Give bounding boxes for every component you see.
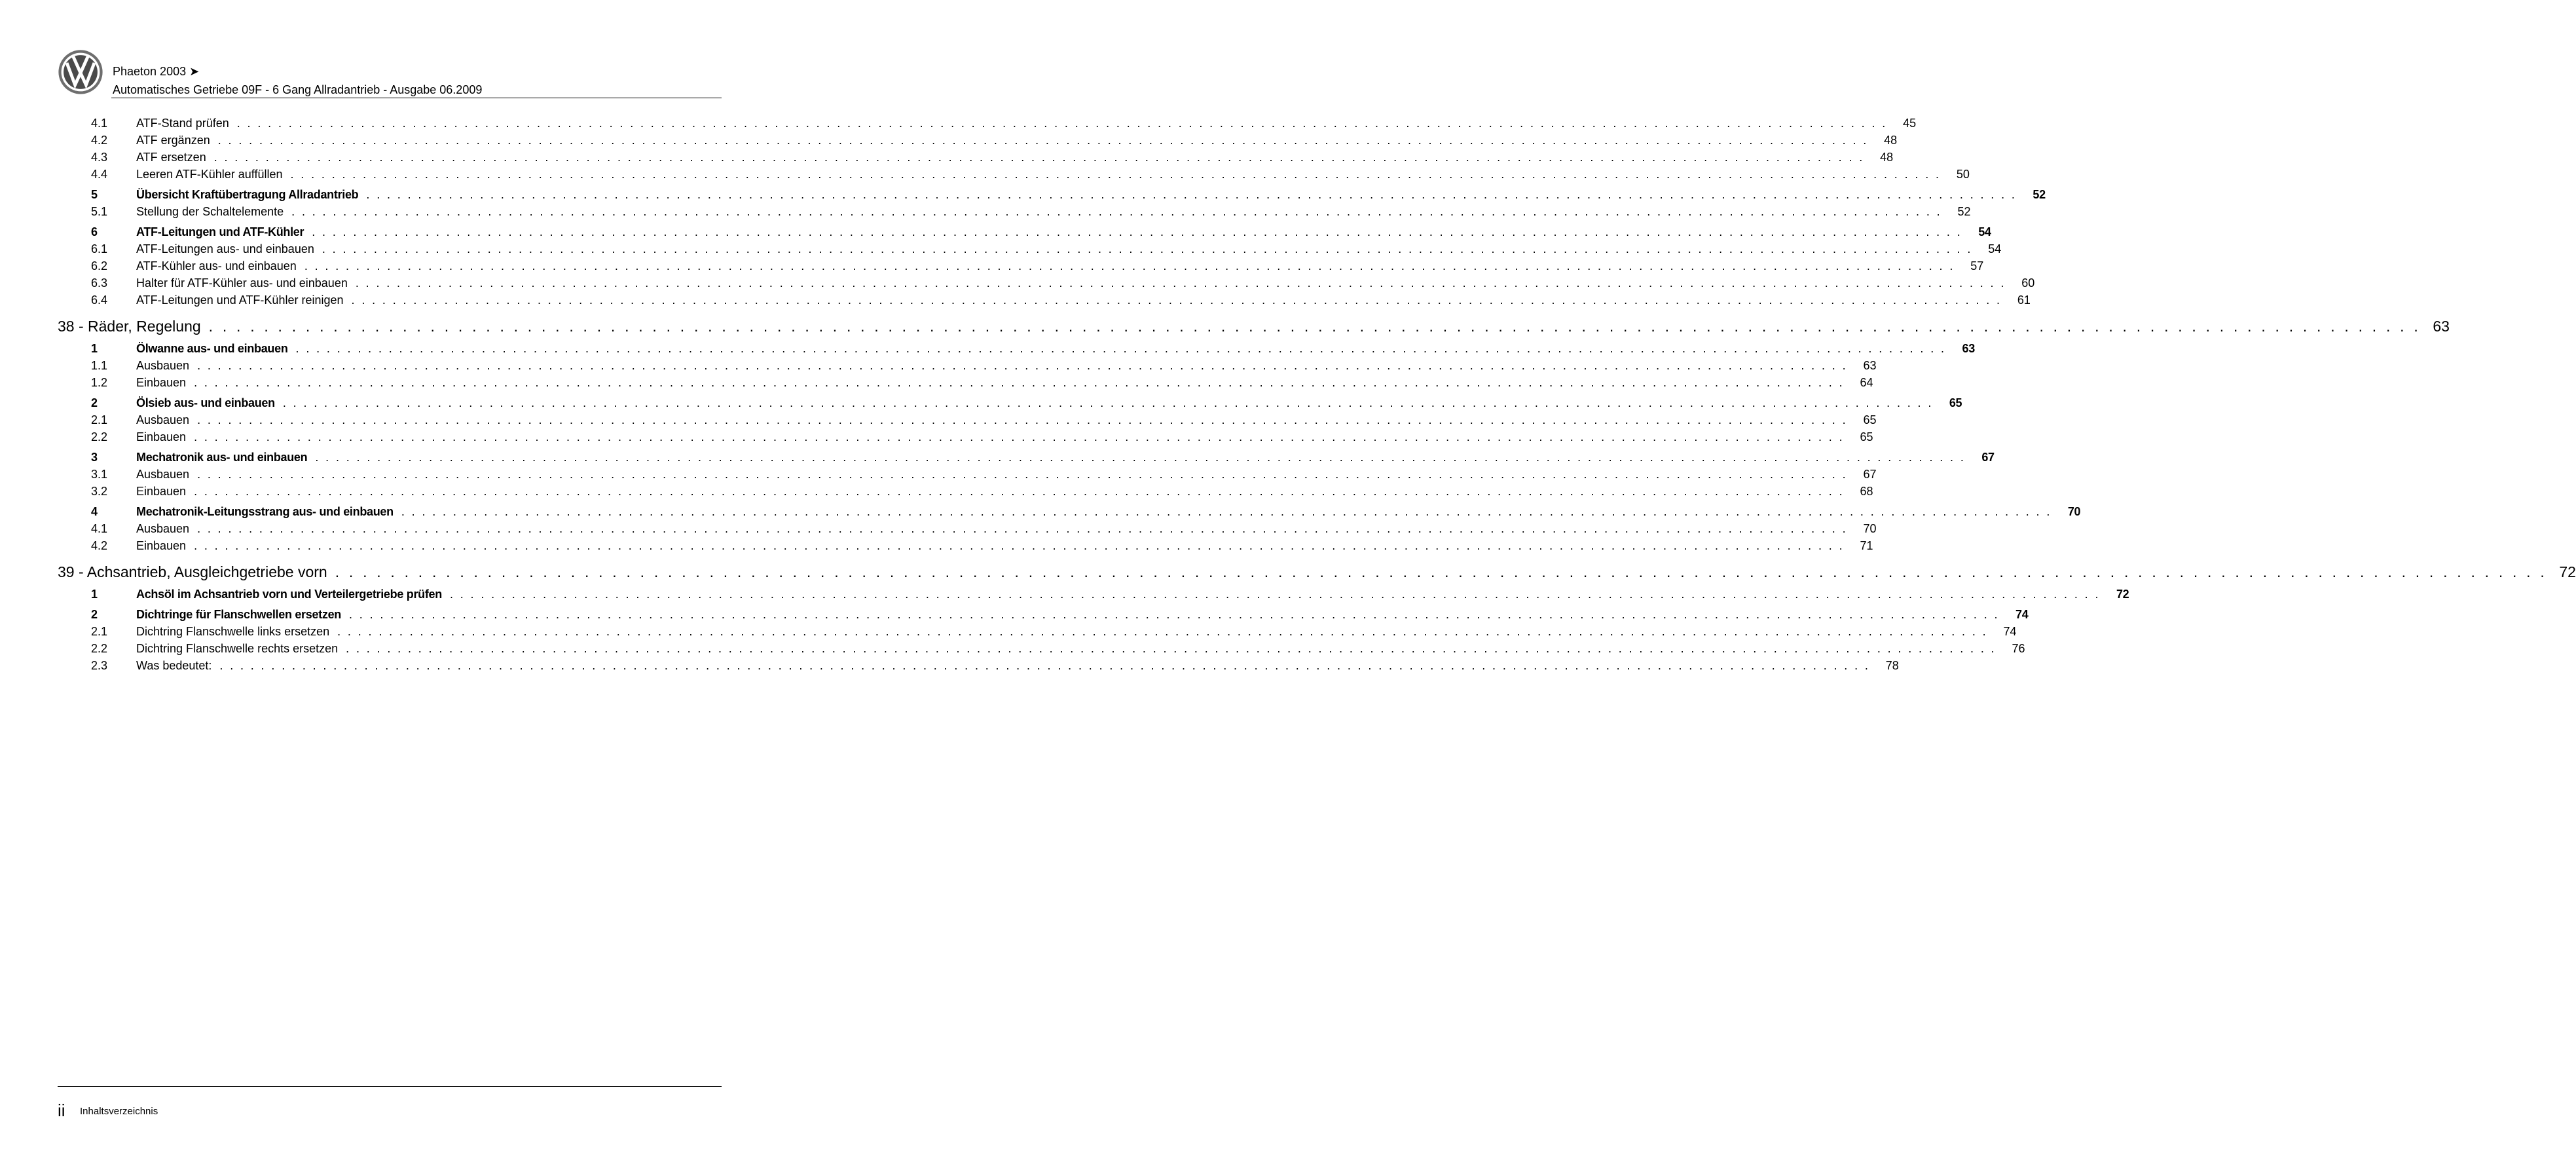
toc-subsection-entry[interactable] (91, 115, 1917, 131)
toc-entry-page: 50 (1956, 168, 1970, 181)
toc-entry-page: 52 (1957, 205, 1971, 218)
toc-entry-number: 1.1 (91, 359, 108, 372)
toc-entry-page: 45 (1903, 117, 1917, 130)
toc-entry-title: Ausbauen (136, 359, 190, 372)
toc-section-entry[interactable] (91, 504, 2081, 519)
toc-chapter-entry[interactable] (58, 562, 2576, 582)
toc-dot-leader: . . . . . . . . . . . . . . . . . . . . . . . . . . . . . . . . . . . . . . . . . . . . . . . . . . . . . . . . . . . . . . . . . . . . . . . . . . . . . . . . . . . . . . . . . . . . . . . . . . . . . . . . . . . . . . . . . . . . . . . . . . . . . . . . . . . . . . . . . . . . . . . . . . . . . . . . . . . . . . . . (291, 205, 1942, 218)
toc-entry-number: 2.3 (91, 659, 108, 672)
toc-dot-leader: . . . . . . . . . . . . . . . . . . . . . . . . . . . . . . . . . . . . . . . . . . . . . . . . . . . . . . . . . . . . . . . . . . . . . . . . . . . . . . . . . . . . . . . . . . . . . . . . . . . . . . . . . . . . . . . . . . . . . . . . . . . . . . . . . . . . . . . . . . . . . . . . . . . . . . . . . . . . . . . . (197, 413, 1848, 426)
toc-subsection-entry[interactable] (91, 412, 1877, 428)
toc-section-entry[interactable] (91, 224, 1991, 240)
toc-dot-leader: . . . . . . . . . . . . . . . . . . . . . . . . . . . . . . . . . . . . . . . . . . . . . . . . . . . . . . . . . . . . . . . . . . . . . . . . . . . . . . . . . . . . . . . . . . . . . . . . . . . . . . . . . . . . . . . . . . . . . . . . . . . . . . . . . . . . . . . . . . . . . . . . . . . . . . . . . . . . . . . . (236, 117, 1888, 130)
toc-entry-title: Leeren ATF-Kühler auffüllen (136, 168, 283, 181)
toc-entry-page: 67 (1863, 468, 1877, 481)
toc-entry-page: 65 (1860, 430, 1873, 443)
toc-dot-leader: . . . . . . . . . . . . . . . . . . . . . . . . . . . . . . . . . . . . . . . . . . . . . . . . . . . . . . . . . . . . . . . . . . . . . . . . . . . . . . . . . . . . . . . . . . . . . . . . . . . . . . . . . . . . . . . . . . . . . . . . . . . . . . . . . . . . . . . . . . . . . . . . . . . . . . . . . . . . . . . . (312, 225, 1962, 238)
toc-dot-leader: . . . . . . . . . . . . . . . . . . . . . . . . . . . . . . . . . . . . . . . . . . . . . . . . . . . . . . . . . . . . . . . . . . . . . . . . . . . . . . . . . . . . . . . . . . . . . . . . . . . . . . . . . . . . . . . . . . . . . . . . . . . . . . . . . . . . . . . . . . . . . . . . . . . . . . . . . . . . . . . . (290, 168, 1941, 181)
toc-entry-title: ATF-Stand prüfen (136, 117, 229, 130)
toc-entry-page: 74 (2015, 608, 2029, 621)
toc-entry-number: 4.2 (91, 134, 108, 147)
toc-section-entry[interactable] (91, 395, 1962, 411)
toc-dot-leader: . . . . . . . . . . . . . . . . . . . . . . . . . . . . . . . . . . . . . . . . . . . . . . . . . . . . . . . . . . . . . . . . . . . . . . . . . . . . . . . . . . . . . . . . . . . . . . . . . . . . . . . . . . . . . . . . . . . . . . . . . . . . . . . . . . . . . . . . . . . . . . . . . . . . . . . . . . . . . . . . (401, 505, 2052, 518)
toc-dot-leader: . . . . . . . . . . . . . . . . . . . . . . . . . . . . . . . . . . . . . . . . . . . . . . . . . . . . . . . . . . . . . . . . . . . . . . . . . . . . . . . . . . . . . . . . . . . . . . . . . . . . . . . . . . . . . . . . . . . . . . . . . . . . . . . . . . . . . . . . . . . . . . . . . . . . . . . . . . . . . . . . (194, 430, 1845, 443)
toc-dot-leader: . . . . . . . . . . . . . . . . . . . . . . . . . . . . . . . . . . . . . . . . . . . . . . . . . . . . . . . . . . . . . . . . . . . . . . . . . . . . . . . . . . . . . . . . . . . . . . . . . . . . . . . . . . . . . . . . . . . . . . . . . . . . . . . . . . . . . . . . . . . . . . . . . . . . . . . . . . . . . . . . (217, 134, 1869, 147)
toc-entry-number: 3.1 (91, 468, 108, 481)
toc-subsection-entry[interactable] (91, 483, 1873, 499)
toc-entry-title: Einbauen (136, 485, 187, 498)
toc-entry-title: Dichtring Flanschwelle rechts ersetzen (136, 642, 339, 655)
toc-entry-title: Ausbauen (136, 468, 190, 481)
toc-entry-title: Einbauen (136, 430, 187, 443)
toc-entry-title: Einbauen (136, 539, 187, 552)
toc-entry-number: 4.2 (91, 539, 108, 552)
toc-subsection-entry[interactable] (91, 375, 1873, 390)
toc-entry-number: 3.2 (91, 485, 108, 498)
toc-entry-number: 4 (91, 505, 98, 518)
toc-entry-title: Was bedeutet: (136, 659, 212, 672)
toc-entry-page: 67 (1981, 451, 1995, 464)
toc-dot-leader: . . . . . . . . . . . . . . . . . . . . . . . . . . . . . . . . . . . . . . . . . . . . . . . . . . . . . . . . . . . . . . . . . . . . . . . . . . . . . . . . . . . . . . . . . . . . . . . . . . . . . . . . . . . . . . . . . . . . . . . . . . . . . . . . . . . . . . . . . . . . . . . . . . . . . . . . . . . . . . . . (335, 563, 2547, 580)
toc-entry-title: Stellung der Schaltelemente (136, 205, 284, 218)
toc-entry-title: Achsöl im Achsantrieb vorn und Verteilergetriebe prüfen (136, 588, 442, 601)
toc-entry-title: ATF-Leitungen aus- und einbauen (136, 242, 314, 255)
toc-entry-number: 1 (91, 588, 98, 601)
toc-section-entry[interactable] (91, 341, 1975, 356)
toc-entry-title: ATF ersetzen (136, 151, 206, 164)
toc-entry-number: 6.3 (91, 276, 108, 290)
toc-dot-leader: . . . . . . . . . . . . . . . . . . . . . . . . . . . . . . . . . . . . . . . . . . . . . . . . . . . . . . . . . . . . . . . . . . . . . . . . . . . . . . . . . . . . . . . . . . . . . . . . . . . . . . . . . . . . . . . . . . . . . . . . . . . . . . . . . . . . . . . . . . . . . . . . . . . . . . . . . . . . . . . . (304, 259, 1955, 273)
toc-entry-page: 71 (1860, 539, 1873, 552)
toc-section-entry[interactable] (91, 449, 1995, 465)
toc-entry-page: 78 (1885, 659, 1899, 672)
toc-entry-title: Ölwanne aus- und einbauen (136, 342, 288, 355)
toc-dot-leader: . . . . . . . . . . . . . . . . . . . . . . . . . . . . . . . . . . . . . . . . . . . . . . . . . . . . . . . . . . . . . . . . . . . . . . . . . . . . . . . . . . . . . . . . . . . . . . . . . . . . . . . . . . . . . . . . . . . . . . . . . . . . . . . . . . . . . . . . . . . . . . . . . . . . . . . . . . . . . . . . (213, 151, 1865, 164)
toc-entry-page: 48 (1884, 134, 1898, 147)
toc-entry-number: 1.2 (91, 376, 108, 389)
toc-section-entry[interactable] (91, 187, 2046, 202)
toc-dot-leader: . . . . . . . . . . . . . . . . . . . . . . . . . . . . . . . . . . . . . . . . . . . . . . . . . . . . . . . . . . . . . . . . . . . . . . . . . . . . . . . . . . . . . . . . . . . . . . . . . . . . . . . . . . . . . . . . . . . . . . . . . . . . . . . . . . . . . . . . . . . . . . . . . . . . . . . . . . . . . . . . (366, 188, 2017, 201)
toc-entry-page: 52 (2033, 188, 2046, 201)
toc-entry-title: Mechatronik aus- und einbauen (136, 451, 308, 464)
toc-entry-number: 2.2 (91, 642, 108, 655)
toc-dot-leader: . . . . . . . . . . . . . . . . . . . . . . . . . . . . . . . . . . . . . . . . . . . . . . . . . . . . . . . . . . . . . . . . . . . . . . . . . . . . . . . . . . . . . . . . . . . . . . . . . . . . . . . . . . . . . . . . . . . . . . . . . . . . . . . . . . . . . . . . . . . . . . . . . . . . . . . . . . . . . . . . (337, 625, 1988, 638)
toc-entry-page: 63 (1962, 342, 1975, 355)
toc-entry-page: 65 (1863, 413, 1877, 426)
toc-entry-number: 4.1 (91, 117, 108, 130)
toc-entry-page: 65 (1949, 396, 1962, 409)
toc-entry-page: 72 (2116, 588, 2129, 601)
toc-entry-page: 72 (2559, 563, 2576, 580)
toc-entry-number: 4.4 (91, 168, 108, 181)
toc-subsection-entry[interactable] (91, 641, 2025, 656)
toc-subsection-entry[interactable] (91, 292, 2031, 308)
toc-dot-leader: . . . . . . . . . . . . . . . . . . . . . . . . . . . . . . . . . . . . . . . . . . . . . . . . . . . . . . . . . . . . . . . . . . . . . . . . . . . . . . . . . . . . . . . . . . . . . . . . . . . . . . . . . . . . . . . . . . . . . . . . . . . . . . . . . . . . . . . . . . . . . . . . . . . . . . . . . . . . . . . . (322, 242, 1973, 255)
toc-entry-title: 39 - Achsantrieb, Ausgleichgetriebe vorn (58, 563, 327, 580)
toc-entry-number: 2.2 (91, 430, 108, 443)
toc-entry-page: 63 (2433, 318, 2450, 335)
toc-entry-number: 2 (91, 608, 98, 621)
toc-dot-leader: . . . . . . . . . . . . . . . . . . . . . . . . . . . . . . . . . . . . . . . . . . . . . . . . . . . . . . . . . . . . . . . . . . . . . . . . . . . . . . . . . . . . . . . . . . . . . . . . . . . . . . . . . . . . . . . . . . . . . . . . . . . . . . . . . . . . . . . . . . . . . . . . . . . . . . . . . . . . . . . . (208, 318, 2421, 335)
toc-dot-leader: . . . . . . . . . . . . . . . . . . . . . . . . . . . . . . . . . . . . . . . . . . . . . . . . . . . . . . . . . . . . . . . . . . . . . . . . . . . . . . . . . . . . . . . . . . . . . . . . . . . . . . . . . . . . . . . . . . . . . . . . . . . . . . . . . . . . . . . . . . . . . . . . . . . . . . . . . . . . . . . . (355, 276, 2006, 290)
toc-entry-page: 57 (1970, 259, 1984, 273)
toc-dot-leader: . . . . . . . . . . . . . . . . . . . . . . . . . . . . . . . . . . . . . . . . . . . . . . . . . . . . . . . . . . . . . . . . . . . . . . . . . . . . . . . . . . . . . . . . . . . . . . . . . . . . . . . . . . . . . . . . . . . . . . . . . . . . . . . . . . . . . . . . . . . . . . . . . . . . . . . . . . . . . . . . (197, 468, 1848, 481)
toc-entry-title: ATF-Leitungen und ATF-Kühler (136, 225, 304, 238)
toc-entry-page: 70 (1863, 522, 1877, 535)
toc-entry-title: ATF ergänzen (136, 134, 210, 147)
toc-subsection-entry[interactable] (91, 466, 1877, 482)
toc-subsection-entry[interactable] (91, 429, 1873, 445)
toc-entry-number: 6.1 (91, 242, 108, 255)
toc-entry-number: 5.1 (91, 205, 108, 218)
toc-chapter-entry[interactable] (58, 316, 2450, 336)
toc-subsection-entry[interactable] (91, 204, 1971, 219)
vw-logo (58, 49, 103, 95)
toc-dot-leader: . . . . . . . . . . . . . . . . . . . . . . . . . . . . . . . . . . . . . . . . . . . . . . . . . . . . . . . . . . . . . . . . . . . . . . . . . . . . . . . . . . . . . . . . . . . . . . . . . . . . . . . . . . . . . . . . . . . . . . . . . . . . . . . . . . . . . . . . . . . . . . . . . . . . . . . . . . . . . . . . (351, 293, 2002, 307)
footer-label: Inhaltsverzeichnis (80, 1106, 158, 1117)
toc-entry-page: 74 (2003, 625, 2017, 638)
toc-subsection-entry[interactable] (91, 538, 1873, 554)
toc-dot-leader: . . . . . . . . . . . . . . . . . . . . . . . . . . . . . . . . . . . . . . . . . . . . . . . . . . . . . . . . . . . . . . . . . . . . . . . . . . . . . . . . . . . . . . . . . . . . . . . . . . . . . . . . . . . . . . . . . . . . . . . . . . . . . . . . . . . . . . . . . . . . . . . . . . . . . . . . . . . . . . . . (197, 522, 1848, 535)
toc-dot-leader: . . . . . . . . . . . . . . . . . . . . . . . . . . . . . . . . . . . . . . . . . . . . . . . . . . . . . . . . . . . . . . . . . . . . . . . . . . . . . . . . . . . . . . . . . . . . . . . . . . . . . . . . . . . . . . . . . . . . . . . . . . . . . . . . . . . . . . . . . . . . . . . . . . . . . . . . . . . . . . . . (194, 485, 1845, 498)
footer-rule (58, 1086, 722, 1087)
toc-entry-title: Halter für ATF-Kühler aus- und einbauen (136, 276, 348, 290)
toc-entry-title: Übersicht Kraftübertragung Allradantrieb (136, 188, 359, 201)
toc-entry-number: 1 (91, 342, 98, 355)
toc-entry-title: ATF-Kühler aus- und einbauen (136, 259, 297, 273)
toc-entry-page: 63 (1863, 359, 1877, 372)
toc-dot-leader: . . . . . . . . . . . . . . . . . . . . . . . . . . . . . . . . . . . . . . . . . . . . . . . . . . . . . . . . . . . . . . . . . . . . . . . . . . . . . . . . . . . . . . . . . . . . . . . . . . . . . . . . . . . . . . . . . . . . . . . . . . . . . . . . . . . . . . . . . . . . . . . . . . . . . . . . . . . . . . . . (194, 539, 1845, 552)
toc-entry-number: 2 (91, 396, 98, 409)
toc-dot-leader: . . . . . . . . . . . . . . . . . . . . . . . . . . . . . . . . . . . . . . . . . . . . . . . . . . . . . . . . . . . . . . . . . . . . . . . . . . . . . . . . . . . . . . . . . . . . . . . . . . . . . . . . . . . . . . . . . . . . . . . . . . . . . . . . . . . . . . . . . . . . . . . . . . . . . . . . . . . . . . . . (197, 359, 1848, 372)
toc-entry-number: 2.1 (91, 625, 108, 638)
toc-entry-title: Einbauen (136, 376, 187, 389)
toc-entry-title: Ausbauen (136, 413, 190, 426)
toc-subsection-entry[interactable] (91, 658, 1899, 673)
toc-entry-title: Dichtringe für Flanschwellen ersetzen (136, 608, 341, 621)
toc-dot-leader: . . . . . . . . . . . . . . . . . . . . . . . . . . . . . . . . . . . . . . . . . . . . . . . . . . . . . . . . . . . . . . . . . . . . . . . . . . . . . . . . . . . . . . . . . . . . . . . . . . . . . . . . . . . . . . . . . . . . . . . . . . . . . . . . . . . . . . . . . . . . . . . . . . . . . . . . . . . . . . . . (219, 659, 1870, 672)
document-model: Phaeton 2003 ➤ (113, 65, 200, 78)
toc-dot-leader: . . . . . . . . . . . . . . . . . . . . . . . . . . . . . . . . . . . . . . . . . . . . . . . . . . . . . . . . . . . . . . . . . . . . . . . . . . . . . . . . . . . . . . . . . . . . . . . . . . . . . . . . . . . . . . . . . . . . . . . . . . . . . . . . . . . . . . . . . . . . . . . . . . . . . . . . . . . . . . . . (348, 608, 2000, 621)
toc-entry-page: 60 (2021, 276, 2035, 290)
toc-subsection-entry[interactable] (91, 241, 2002, 257)
toc-entry-title: 38 - Räder, Regelung (58, 318, 201, 335)
toc-subsection-entry[interactable] (91, 132, 1898, 148)
toc-subsection-entry[interactable] (91, 258, 1984, 274)
toc-entry-title: ATF-Leitungen und ATF-Kühler reinigen (136, 293, 344, 307)
toc-dot-leader: . . . . . . . . . . . . . . . . . . . . . . . . . . . . . . . . . . . . . . . . . . . . . . . . . . . . . . . . . . . . . . . . . . . . . . . . . . . . . . . . . . . . . . . . . . . . . . . . . . . . . . . . . . . . . . . . . . . . . . . . . . . . . . . . . . . . . . . . . . . . . . . . . . . . . . . . . . . . . . . . (346, 642, 1996, 655)
toc-subsection-entry[interactable] (91, 166, 1970, 182)
toc-entry-title: Dichtring Flanschwelle links ersetzen (136, 625, 330, 638)
toc-subsection-entry[interactable] (91, 521, 1877, 537)
toc-section-entry[interactable] (91, 586, 2129, 602)
toc-dot-leader: . . . . . . . . . . . . . . . . . . . . . . . . . . . . . . . . . . . . . . . . . . . . . . . . . . . . . . . . . . . . . . . . . . . . . . . . . . . . . . . . . . . . . . . . . . . . . . . . . . . . . . . . . . . . . . . . . . . . . . . . . . . . . . . . . . . . . . . . . . . . . . . . . . . . . . . . . . . . . . . . (449, 588, 2101, 601)
toc-subsection-entry[interactable] (91, 149, 1894, 165)
toc-entry-page: 54 (1988, 242, 2002, 255)
toc-subsection-entry[interactable] (91, 624, 2017, 639)
document-subtitle: Automatisches Getriebe 09F - 6 Gang Allradantrieb - Ausgabe 06.2009 (113, 83, 483, 96)
toc-entry-number: 4.3 (91, 151, 108, 164)
toc-subsection-entry[interactable] (91, 358, 1877, 373)
toc-dot-leader: . . . . . . . . . . . . . . . . . . . . . . . . . . . . . . . . . . . . . . . . . . . . . . . . . . . . . . . . . . . . . . . . . . . . . . . . . . . . . . . . . . . . . . . . . . . . . . . . . . . . . . . . . . . . . . . . . . . . . . . . . . . . . . . . . . . . . . . . . . . . . . . . . . . . . . . . . . . . . . . . (295, 342, 1946, 355)
toc-entry-title: Mechatronik-Leitungsstrang aus- und einbauen (136, 505, 394, 518)
toc-entry-title: Ausbauen (136, 522, 190, 535)
toc-entry-page: 61 (2017, 293, 2031, 307)
toc-entry-page: 54 (1978, 225, 1991, 238)
toc-entry-title: Ölsieb aus- und einbauen (136, 396, 275, 409)
toc-entry-page: 70 (2067, 505, 2081, 518)
toc-entry-number: 6.4 (91, 293, 108, 307)
toc-entry-page: 76 (2012, 642, 2025, 655)
toc-entry-page: 64 (1860, 376, 1873, 389)
toc-entry-number: 6.2 (91, 259, 108, 273)
toc-dot-leader: . . . . . . . . . . . . . . . . . . . . . . . . . . . . . . . . . . . . . . . . . . . . . . . . . . . . . . . . . . . . . . . . . . . . . . . . . . . . . . . . . . . . . . . . . . . . . . . . . . . . . . . . . . . . . . . . . . . . . . . . . . . . . . . . . . . . . . . . . . . . . . . . . . . . . . . . . . . . . . . . (194, 376, 1845, 389)
toc-dot-leader: . . . . . . . . . . . . . . . . . . . . . . . . . . . . . . . . . . . . . . . . . . . . . . . . . . . . . . . . . . . . . . . . . . . . . . . . . . . . . . . . . . . . . . . . . . . . . . . . . . . . . . . . . . . . . . . . . . . . . . . . . . . . . . . . . . . . . . . . . . . . . . . . . . . . . . . . . . . . . . . . (282, 396, 1934, 409)
toc-entry-number: 2.1 (91, 413, 108, 426)
toc-entry-page: 68 (1860, 485, 1873, 498)
toc-entry-number: 5 (91, 188, 98, 201)
toc-entry-number: 3 (91, 451, 98, 464)
toc-subsection-entry[interactable] (91, 275, 2035, 291)
toc-section-entry[interactable] (91, 607, 2029, 622)
toc-dot-leader: . . . . . . . . . . . . . . . . . . . . . . . . . . . . . . . . . . . . . . . . . . . . . . . . . . . . . . . . . . . . . . . . . . . . . . . . . . . . . . . . . . . . . . . . . . . . . . . . . . . . . . . . . . . . . . . . . . . . . . . . . . . . . . . . . . . . . . . . . . . . . . . . . . . . . . . . . . . . . . . . (315, 451, 1966, 464)
footer-page-number: ii (58, 1101, 65, 1120)
toc-entry-number: 6 (91, 225, 98, 238)
toc-entry-page: 48 (1880, 151, 1894, 164)
toc-entry-number: 4.1 (91, 522, 108, 535)
